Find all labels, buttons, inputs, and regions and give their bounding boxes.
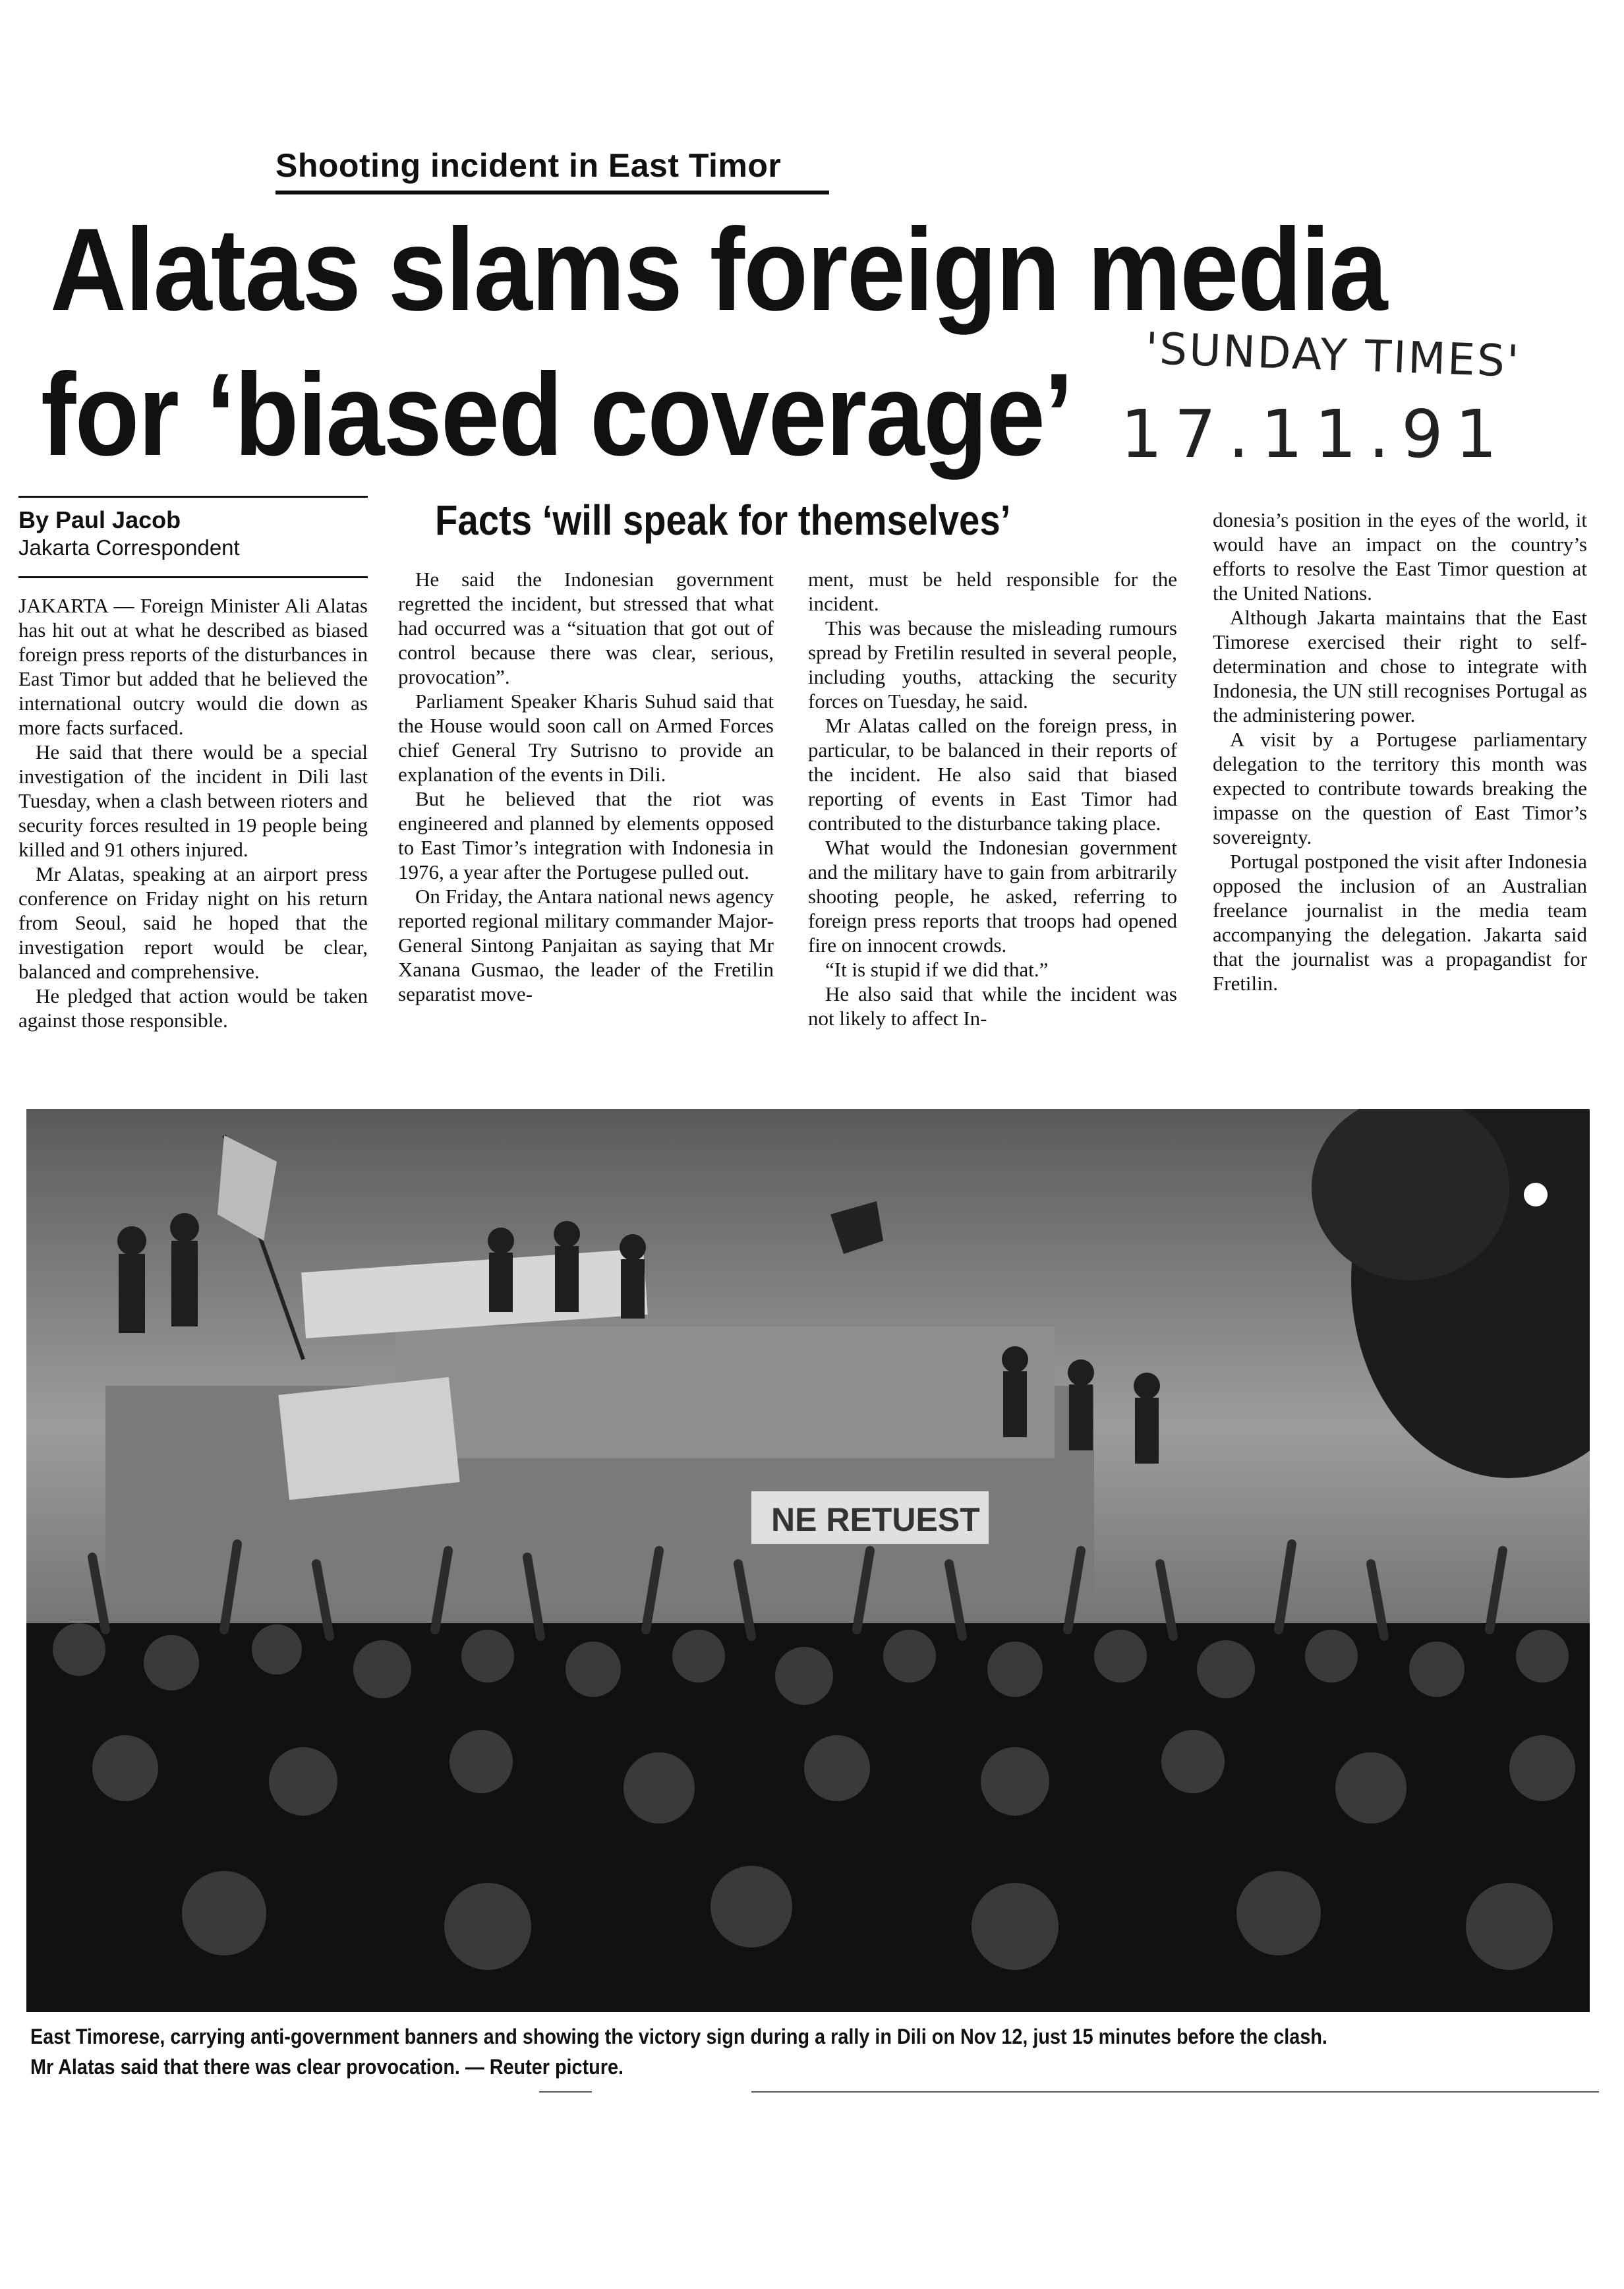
article-column-3 (808, 567, 1177, 1030)
article-paragraph: donesia’s position in the eyes of the world, it would have an impact on the country’s efforts to resolve the East Timor question at the United Nations. (1213, 508, 1587, 605)
headline-line-1: Alatas slams foreign media (50, 204, 1387, 335)
footer-rule-left (539, 2091, 592, 2093)
byline-name: By Paul Jacob (18, 506, 181, 533)
article-paragraph: Although Jakarta maintains that the East Timorese exercised their right to self-determination and chose to integrate with Indonesia, the UN still recognises Portugal as the administering power. (1213, 606, 1587, 727)
headline-line-2: for ‘biased coverage’ (41, 349, 1072, 480)
photo-banner-text: NE RETUEST (771, 1501, 980, 1538)
article-paragraph: ment, must be held responsible for the incident. (808, 568, 1177, 615)
article-column-4 (1213, 508, 1587, 996)
article-paragraph: He also said that while the incident was not likely to affect In- (808, 982, 1177, 1030)
footer-rule-right (751, 2091, 1599, 2093)
article-paragraph: Portugal postponed the visit after Indonesia opposed the inclusion of an Australian freelance journalist in the media team accompanying the delegation. Jakarta said that the journalist was a propagandist for Fretilin. (1213, 850, 1587, 995)
byline-bottom-rule (18, 576, 368, 578)
article-paragraph: Mr Alatas called on the foreign press, in particular, to be balanced in their reports of the incident. He also said that biased reporting of events in East Timor had contributed to the disturbance taking place. (808, 714, 1177, 835)
article-paragraph: He said the Indonesian government regretted the incident, but stressed that what had occurred was a “situation that got out of control because there was clear, serious, provocation”. (398, 568, 774, 688)
article-paragraph: On Friday, the Antara national news agency reported regional military commander Major-General Sintong Panjaitan as saying that Mr Xanana Gusmao, the leader of the Fretilin separatist move- (398, 885, 774, 1005)
article-paragraph: What would the Indonesian government and the military have to gain from arbitrarily shooting people, he asked, referring to foreign press reports that troops had opened fire on innocent crowds. (808, 836, 1177, 957)
article-paragraph: He said that there would be a special investigation of the incident in Dili last Tuesday, when a clash between rioters and security forces resulted in 19 people being killed and 91 others injured. (18, 740, 368, 861)
news-photo (26, 1109, 1590, 2012)
byline-top-rule (18, 496, 368, 498)
handwritten-publication-note: 'SUNDAY TIMES' (1144, 323, 1522, 387)
photo-caption-line-1: East Timorese, carrying anti-government banners and showing the victory sign during a rally in Dili on Nov 12, just 15 minutes before the clash. (30, 2025, 1327, 2048)
handwritten-date-note: 17.11.91 (1120, 396, 1509, 473)
article-column-2 (398, 567, 774, 1006)
kicker-underline (276, 191, 829, 194)
article-paragraph: This was because the misleading rumours spread by Fretilin resulted in several people, including youths, attacking the security forces on Tuesday, he said. (808, 616, 1177, 713)
subheadline: Facts ‘will speak for themselves’ (435, 496, 1011, 544)
article-paragraph: JAKARTA — Foreign Minister Ali Alatas has hit out at what he described as biased foreign press reports of the disturbances in East Timor but added that he believed the international outcry would die down as more facts surfaced. (18, 594, 368, 739)
article-paragraph: He pledged that action would be taken against those responsible. (18, 984, 368, 1032)
article-paragraph: A visit by a Portugese parliamentary delegation to the territory this month was expected to contribute towards breaking the impasse on the question of East Timor’s sovereignty. (1213, 728, 1587, 848)
article-paragraph: Mr Alatas, speaking at an airport press conference on Friday night on his return from Seoul, said he hoped that the investigation report would be clear, balanced and comprehensive. (18, 862, 368, 983)
photo-caption (30, 2021, 1599, 2082)
byline-title: Jakarta Correspondent (18, 535, 240, 560)
photo-caption-line-2: Mr Alatas said that there was clear provocation. — Reuter picture. (30, 2055, 624, 2079)
article-paragraph: Parliament Speaker Kharis Suhud said that the House would soon call on Armed Forces chief General Try Sutrisno to provide an explanation of the events in Dili. (398, 690, 774, 786)
article-paragraph: But he believed that the riot was engineered and planned by elements opposed to East Timor’s integration with Indonesia in 1976, a year after the Portugese pulled out. (398, 787, 774, 883)
article-paragraph: “It is stupid if we did that.” (825, 958, 1049, 981)
kicker-label: Shooting incident in East Timor (276, 147, 782, 184)
article-column-1 (18, 593, 368, 1032)
crowd-photo-illustration (26, 1109, 1590, 2012)
